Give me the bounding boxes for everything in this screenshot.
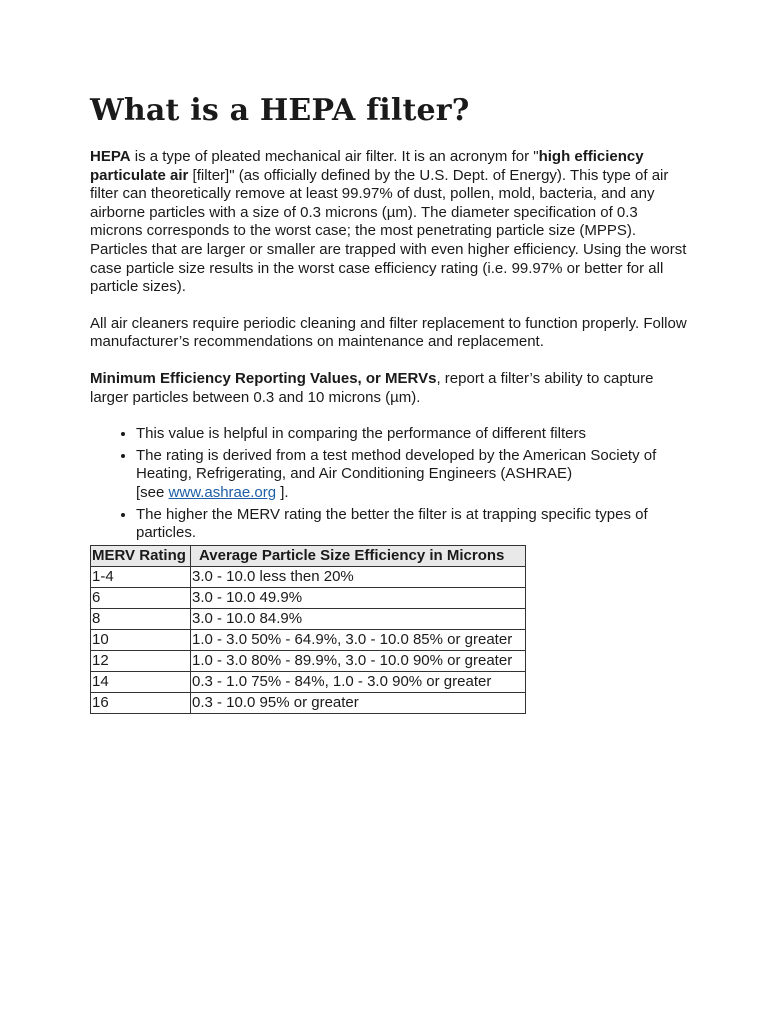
efficiency-cell: 0.3 - 1.0 75% - 84%, 1.0 - 3.0 90% or greater — [191, 671, 526, 692]
list-item — [136, 506, 690, 543]
table-header-row — [91, 545, 526, 566]
hepa-term: HEPA — [90, 148, 131, 165]
merv-cell: 10 — [91, 629, 191, 650]
merv-text: , report a filter’s ability to capture larger particles between 0.3 and 10 microns (µm). — [90, 369, 654, 406]
merv-cell: 16 — [91, 692, 191, 713]
merv-cell: 14 — [91, 671, 191, 692]
bullet-text-3: The higher the MERV rating the better the filter is at trapping specific types of particles. — [136, 505, 648, 542]
maintenance-paragraph: All air cleaners require periodic cleaning and filter replacement to function properly. Follow manufacturer’s recommendations on maintenance and replacement. — [90, 314, 687, 351]
efficiency-cell: 3.0 - 10.0 less then 20% — [191, 566, 526, 587]
bullet-text-2: The rating is derived from a test method developed by the American Society of Heating, Refrigerating, and Air Conditioning Engineers (ASHRAE) — [136, 446, 657, 483]
efficiency-cell: 3.0 - 10.0 49.9% — [191, 587, 526, 608]
bullet-see-text: [see — [136, 483, 169, 501]
hepa-text-2: [filter]" (as officially defined by the U.S. Dept. of Energy). This type of air filter can theoretically remove at least 99.97% of dust, pollen, mold, bacteria, and any airborne particles with a size of 0.3 microns (µm). The diameter specification of 0.3 microns corresponds to the worst case; the most penetrating particle size (MPPS). Particles that are larger or smaller are trapped with even higher efficiency. Using the worst case particle size results in the worst case efficiency rating (i.e. 99.97% or better for all particle sizes). — [90, 166, 687, 296]
hepa-expansion: high efficiency particulate air — [90, 148, 644, 184]
header-merv-rating: MERV Rating — [91, 545, 191, 566]
bullet-see-end: ]. — [276, 483, 289, 501]
merv-cell: 12 — [91, 650, 191, 671]
hepa-definition-paragraph — [90, 148, 690, 297]
list-item — [136, 425, 690, 444]
efficiency-cell: 0.3 - 10.0 95% or greater — [191, 692, 526, 713]
merv-paragraph — [90, 370, 690, 407]
header-efficiency: Average Particle Size Efficiency in Microns — [191, 545, 526, 566]
efficiency-cell: 1.0 - 3.0 80% - 89.9%, 3.0 - 10.0 90% or greater — [191, 650, 526, 671]
efficiency-cell: 1.0 - 3.0 50% - 64.9%, 3.0 - 10.0 85% or greater — [191, 629, 526, 650]
table-row — [91, 629, 526, 650]
merv-bullet-list — [90, 425, 690, 543]
bullet-text-1: This value is helpful in comparing the performance of different filters — [136, 425, 586, 443]
document-page — [90, 92, 690, 714]
merv-term: Minimum Efficiency Reporting Values, or MERVs — [90, 369, 437, 387]
merv-table — [90, 545, 526, 714]
merv-cell: 6 — [91, 587, 191, 608]
page-title: What is a HEPA filter? — [90, 93, 470, 128]
efficiency-cell: 3.0 - 10.0 84.9% — [191, 608, 526, 629]
table-row — [91, 671, 526, 692]
ashrae-link[interactable]: www.ashrae.org — [168, 483, 277, 501]
table-row — [91, 692, 526, 713]
list-item — [136, 447, 690, 503]
table-row — [91, 650, 526, 671]
hepa-text-1: is a type of pleated mechanical air filter. It is an acronym for " — [130, 148, 539, 165]
table-row — [91, 587, 526, 608]
table-row — [91, 608, 526, 629]
table-row — [91, 566, 526, 587]
merv-cell: 1-4 — [91, 566, 191, 587]
merv-cell: 8 — [91, 608, 191, 629]
